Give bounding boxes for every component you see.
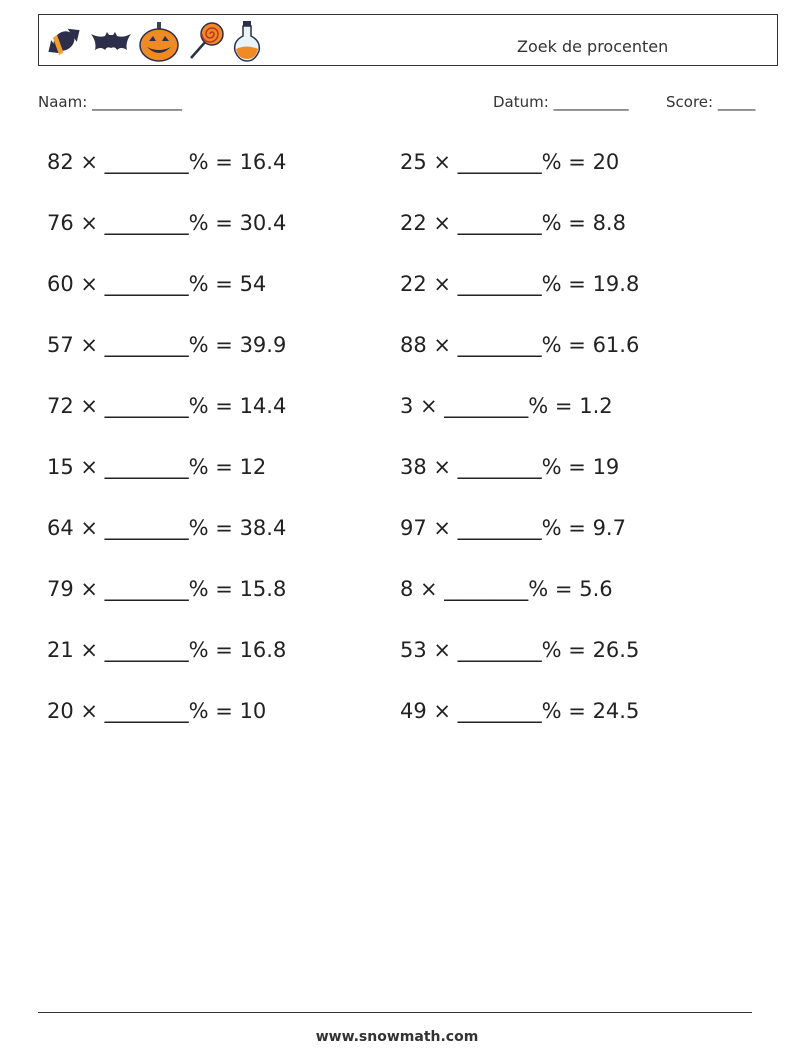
score-field: Score: _____ — [666, 93, 756, 111]
lollipop-icon — [185, 20, 225, 62]
name-field: Naam: ____________ — [38, 93, 183, 111]
problem-left-3: 60 × ________% = 54 — [47, 272, 267, 296]
problem-left-2: 76 × ________% = 30.4 — [47, 211, 287, 235]
worksheet-header — [38, 14, 778, 66]
problem-right-3: 22 × ________% = 19.8 — [400, 272, 640, 296]
problem-right-2: 22 × ________% = 8.8 — [400, 211, 626, 235]
problem-right-4: 88 × ________% = 61.6 — [400, 333, 640, 357]
problem-right-9: 53 × ________% = 26.5 — [400, 638, 640, 662]
problem-left-8: 79 × ________% = 15.8 — [47, 577, 287, 601]
candy-icon — [43, 20, 85, 62]
problem-left-6: 15 × ________% = 12 — [47, 455, 267, 479]
pumpkin-icon — [137, 19, 181, 63]
problem-right-7: 97 × ________% = 9.7 — [400, 516, 626, 540]
footer-divider — [38, 1012, 752, 1013]
potion-icon — [229, 19, 265, 63]
problem-right-10: 49 × ________% = 24.5 — [400, 699, 640, 723]
date-field: Datum: __________ — [493, 93, 629, 111]
bat-icon — [89, 20, 133, 62]
problem-left-7: 64 × ________% = 38.4 — [47, 516, 287, 540]
footer-url: www.snowmath.com — [315, 1029, 479, 1045]
problem-right-5: 3 × ________% = 1.2 — [400, 394, 613, 418]
problem-left-9: 21 × ________% = 16.8 — [47, 638, 287, 662]
icon-strip — [43, 19, 265, 63]
problem-left-1: 82 × ________% = 16.4 — [47, 150, 287, 174]
problem-left-5: 72 × ________% = 14.4 — [47, 394, 287, 418]
problem-left-10: 20 × ________% = 10 — [47, 699, 267, 723]
problem-right-6: 38 × ________% = 19 — [400, 455, 620, 479]
problem-right-8: 8 × ________% = 5.6 — [400, 577, 613, 601]
problem-right-1: 25 × ________% = 20 — [400, 150, 620, 174]
page-title: Zoek de procenten — [517, 37, 669, 56]
problem-left-4: 57 × ________% = 39.9 — [47, 333, 287, 357]
